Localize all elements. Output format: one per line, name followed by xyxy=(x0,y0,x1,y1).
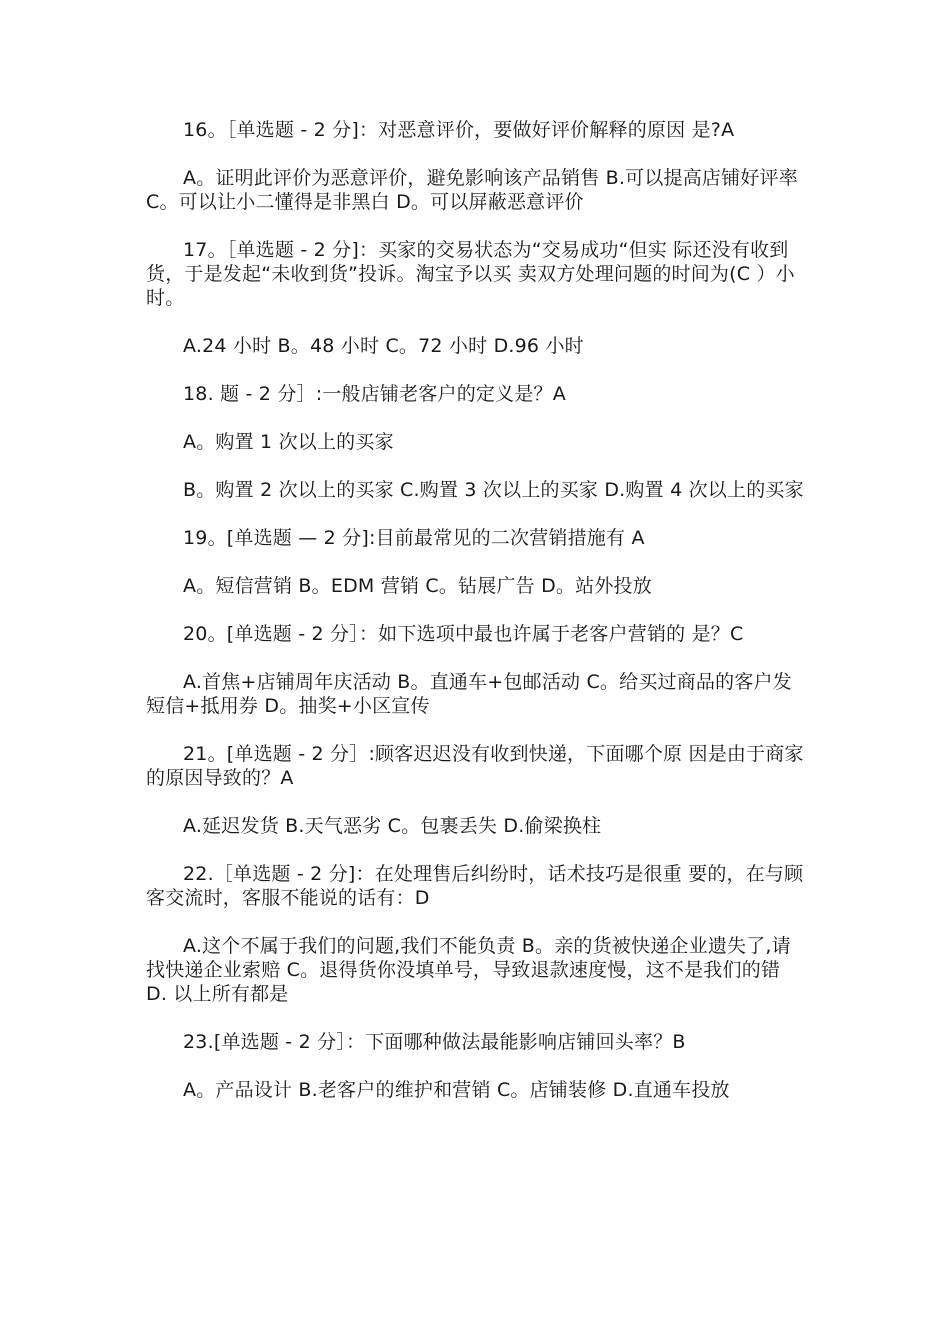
question-17: 17。［单选题 - 2 分]：买家的交易状态为“交易成功“但实 际还没有收到货，于是发起“未收到货”投诉。淘宝予以买 卖双方处理问题的时间为(C ）小时。 xyxy=(146,239,795,309)
options-19: A。短信营销 B。EDM 营销 C。钻展广告 D。站外投放 xyxy=(183,575,652,597)
options-20: A.首焦+店铺周年庆活动 B。直通车+包邮活动 C。给买过商品的客户发短信+抵用券 D。抽奖+小区宣传 xyxy=(146,671,792,717)
options-16: A。证明此评价为恶意评价，避免影响该产品销售 B.可以提高店铺好评率 C。可以让小二懂得是非黑白 D。可以屏蔽恶意评价 xyxy=(146,167,798,213)
options-21: A.延迟发货 B.天气恶劣 C。包裹丢失 D.偷梁换柱 xyxy=(183,815,602,837)
options-18-bcd: B。购置 2 次以上的买家 C.购置 3 次以上的买家 D.购置 4 次以上的买家 xyxy=(183,479,804,501)
question-16: 16。［单选题 - 2 分]：对恶意评价，要做好评价解释的原因 是?A xyxy=(183,119,735,141)
document-page xyxy=(146,118,806,1126)
options-18-a: A。购置 1 次以上的买家 xyxy=(183,431,394,453)
question-22: 22.［单选题 - 2 分]：在处理售后纠纷时，话术技巧是很重 要的，在与顾客交流时，客服不能说的话有：D xyxy=(146,863,804,909)
options-23: A。产品设计 B.老客户的维护和营销 C。店铺装修 D.直通车投放 xyxy=(183,1079,730,1101)
question-20: 20。[单选题 - 2 分］：如下选项中最也许属于老客户营销的 是？C xyxy=(183,623,744,645)
options-22: A.这个不属于我们的问题,我们不能负责 B。亲的货被快递企业遗失了,请找快递企业索赔 C。退得货你没填单号，导致退款速度慢，这不是我们的错 D. 以上所有都是 xyxy=(146,935,791,1005)
question-21: 21。[单选题 - 2 分］:顾客迟迟没有收到快递，下面哪个原 因是由于商家的原因导致的？A xyxy=(146,743,804,789)
options-17: A.24 小时 B。48 小时 C。72 小时 D.96 小时 xyxy=(183,335,584,357)
question-18: 18. 题 - 2 分］:一般店铺老客户的定义是？A xyxy=(183,383,566,405)
question-19: 19。[单选题 — 2 分]:目前最常见的二次营销措施有 A xyxy=(183,527,645,549)
question-23: 23.[单选题 - 2 分］：下面哪种做法最能影响店铺回头率？B xyxy=(183,1031,686,1053)
